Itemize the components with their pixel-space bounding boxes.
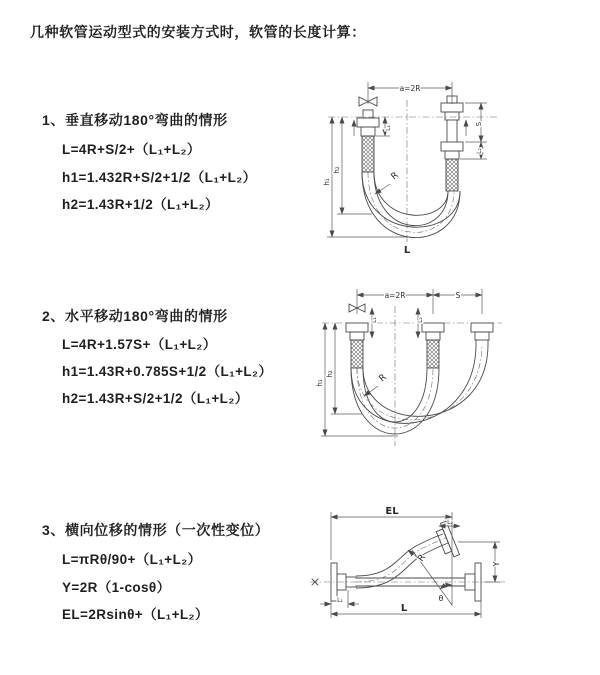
section-2-formula-h1: h1=1.43R+0.785S+1/2（L₁+L₂） (62, 364, 273, 379)
dim-label-l1: L₁ (371, 317, 378, 323)
dim-label-length: L (403, 245, 411, 256)
dim-label-span: a=2R (399, 84, 421, 93)
dim-label-h1: h₁ (323, 178, 331, 186)
section-2-formula-l: L=4R+1.57S+（L₁+L₂） (62, 337, 217, 352)
diagram-vertical-180-bend (310, 70, 600, 260)
right-hose-fitting (441, 96, 463, 191)
dim-label-h1: h₁ (316, 379, 324, 387)
left-hose-fitting (346, 323, 368, 368)
section-3-formula-y: Y=2R（1-cosθ） (62, 580, 171, 595)
section-3-formula-el: EL=2Rsinθ+（L₁+L₂） (62, 607, 209, 622)
section-1-formula-l: L=4R+S/2+（L₁+L₂） (62, 142, 201, 157)
dim-label-l2: L₂ (476, 148, 483, 154)
dim-label-el: EL (385, 506, 399, 517)
section-1-formula-h1: h1=1.432R+S/2+1/2（L₁+L₂） (62, 170, 257, 185)
section-2-heading: 2、水平移动180°弯曲的情形 (42, 308, 228, 324)
diagram-horizontal-180-bend (310, 278, 600, 463)
dim-label-h2: h₂ (333, 166, 341, 174)
dim-label-l2: L₂ (447, 519, 453, 526)
left-hose-fitting (357, 110, 379, 172)
section-1-heading: 1、垂直移动180°弯曲的情形 (42, 112, 228, 128)
dim-label-l2: L₂ (417, 317, 424, 323)
diagram-lateral-displacement (300, 502, 600, 642)
dim-label-l1: L₁ (337, 597, 343, 604)
dim-label-l1: L₁ (385, 125, 392, 131)
hose-u-bend-position-2 (351, 344, 488, 423)
dim-label-s: S (455, 291, 461, 300)
section-3-formula-l: L=πRθ/90+（L₁+L₂） (62, 552, 202, 567)
page-title: 几种软管运动型式的安装方式时，软管的长度计算： (30, 24, 366, 40)
hose-displaced-position (356, 534, 448, 588)
dim-label-radius: R (389, 170, 401, 183)
dim-label-span: a=2R (384, 291, 406, 300)
right-flange-displaced (434, 521, 460, 559)
dim-label-radius: R (377, 372, 389, 385)
dim-label-l: L (400, 603, 408, 614)
middle-hose-fitting (422, 323, 444, 368)
dim-label-radius: R (416, 552, 429, 564)
dim-label-theta: θ (438, 594, 444, 603)
section-2-formula-h2: h2=1.43R+S/2+1/2（L₁+L₂） (62, 391, 249, 406)
dim-label-s: S (475, 121, 483, 127)
right-hose-fitting (471, 323, 493, 344)
dim-label-h2: h₂ (326, 370, 334, 378)
section-3-heading: 3、横向位移的情形（一次性变位） (42, 522, 270, 538)
dim-label-y: Y (492, 561, 501, 567)
section-1-formula-h2: h2=1.43R+1/2（L₁+L₂） (62, 197, 219, 212)
hose-u-bend (362, 172, 460, 238)
